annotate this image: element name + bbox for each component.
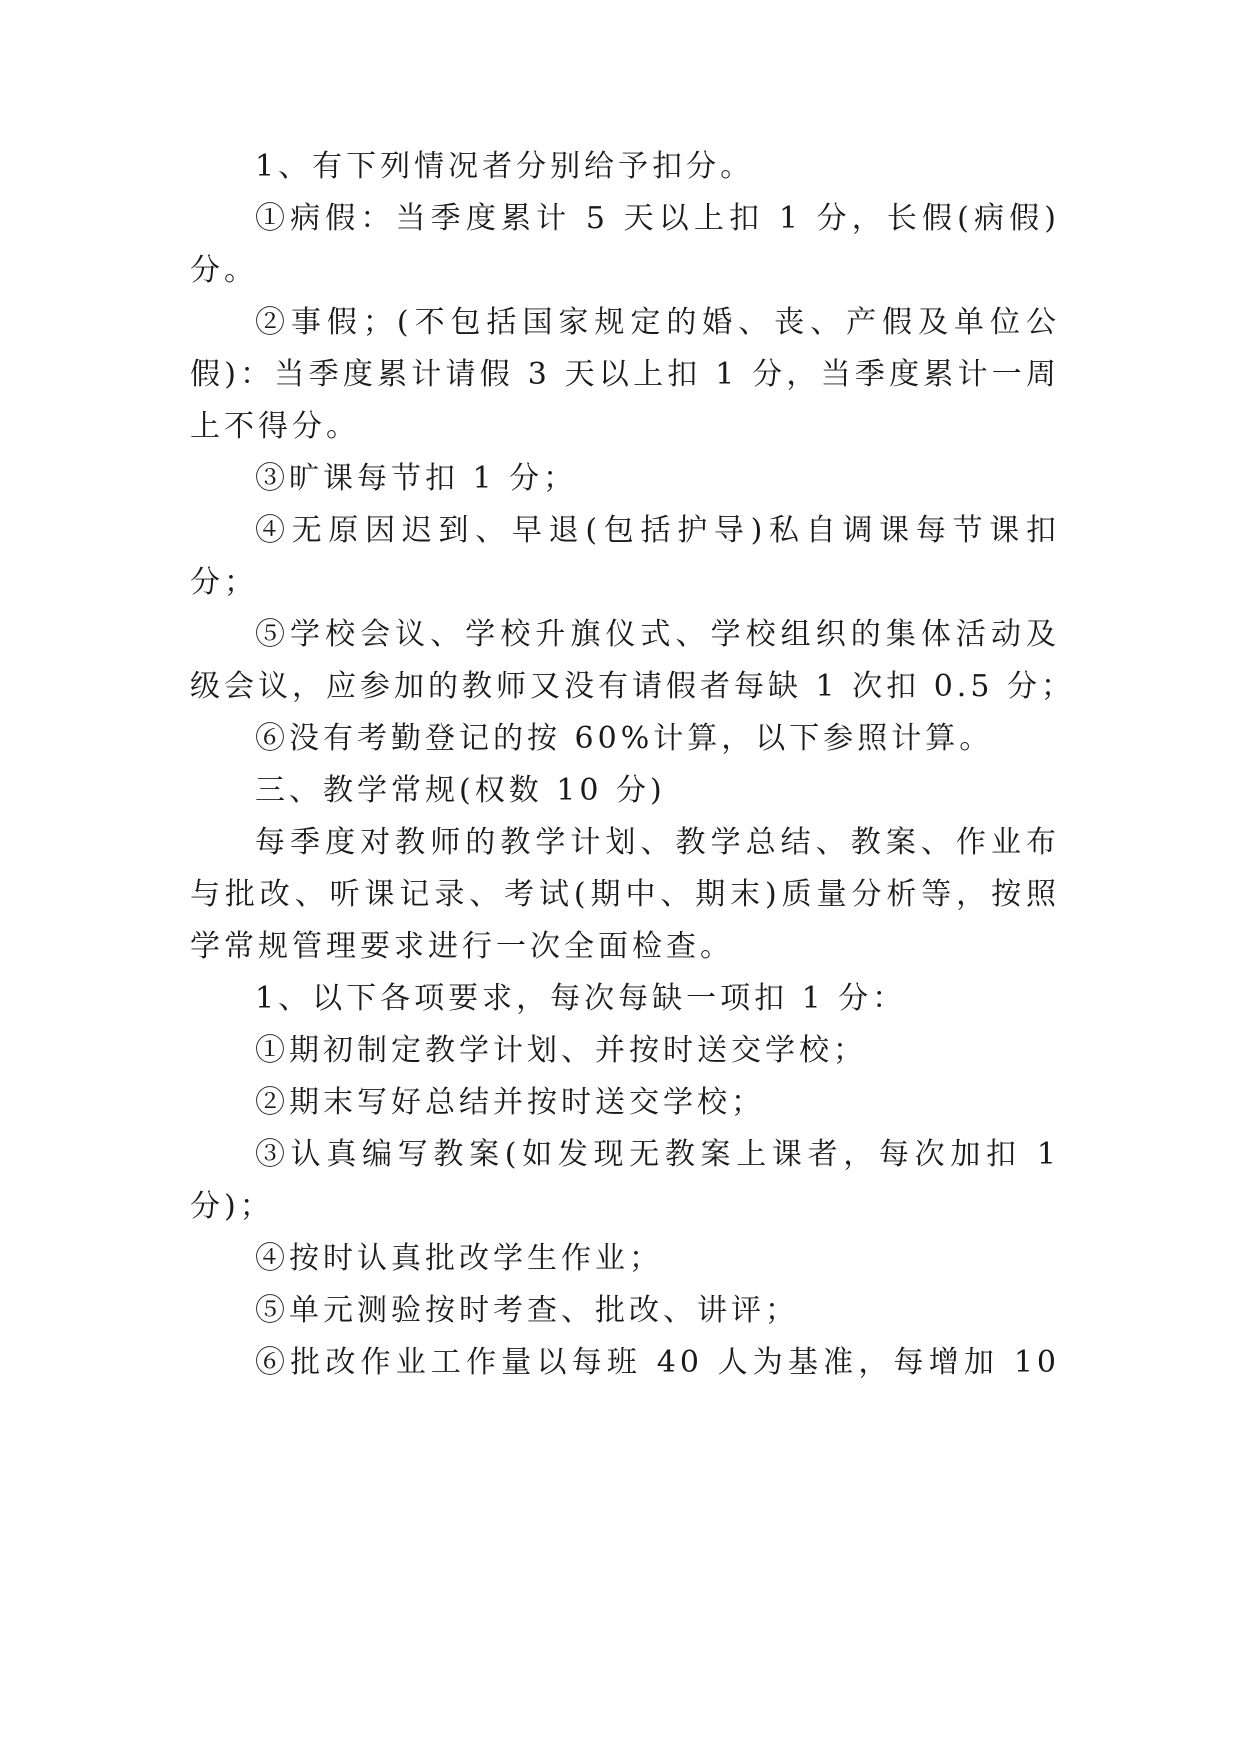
text-line: ⑥没有考勤登记的按 60%计算，以下参照计算。	[255, 721, 994, 756]
text-line: ⑥批改作业工作量以每班 40 人为基准，每增加 10	[255, 1345, 1060, 1380]
text-line: 1、以下各项要求，每次每缺一项扣 1 分：	[255, 981, 907, 1016]
text-line: 1、有下列情况者分别给予扣分。	[255, 149, 755, 184]
text-line: ③旷课每节扣 1 分；	[255, 461, 578, 496]
text-line: ④无原因迟到、早退(包括护导)私自调课每节课扣	[255, 513, 1060, 548]
text-line: 级会议，应参加的教师又没有请假者每缺 1 次扣 0.5 分；	[190, 669, 1075, 704]
text-line: 分；	[190, 565, 258, 600]
text-line: ⑤学校会议、学校升旗仪式、学校组织的集体活动及	[255, 617, 1060, 652]
text-line: 与批改、听课记录、考试(期中、期末)质量分析等，按照	[190, 877, 1060, 912]
text-line: ③认真编写教案(如发现无教案上课者，每次加扣 1	[255, 1137, 1060, 1172]
section-heading: 三、教学常规(权数 10 分)	[255, 773, 666, 808]
text-line: ①病假：当季度累计 5 天以上扣 1 分，长假(病假)	[255, 201, 1060, 236]
text-line: ②期末写好总结并按时送交学校；	[255, 1085, 765, 1120]
text-line: ②事假；(不包括国家规定的婚、丧、产假及单位公	[255, 305, 1060, 340]
text-line: ④按时认真批改学生作业；	[255, 1241, 663, 1276]
text-line: 分。	[190, 253, 258, 288]
text-line: ①期初制定教学计划、并按时送交学校；	[255, 1033, 867, 1068]
text-line: 分)；	[190, 1189, 274, 1224]
text-line: 假)：当季度累计请假 3 天以上扣 1 分，当季度累计一周	[190, 357, 1060, 392]
text-line: 学常规管理要求进行一次全面检查。	[190, 929, 734, 964]
text-line: 每季度对教师的教学计划、教学总结、教案、作业布	[255, 825, 1060, 860]
text-line: 上不得分。	[190, 409, 360, 444]
text-line: ⑤单元测验按时考查、批改、讲评；	[255, 1293, 799, 1328]
